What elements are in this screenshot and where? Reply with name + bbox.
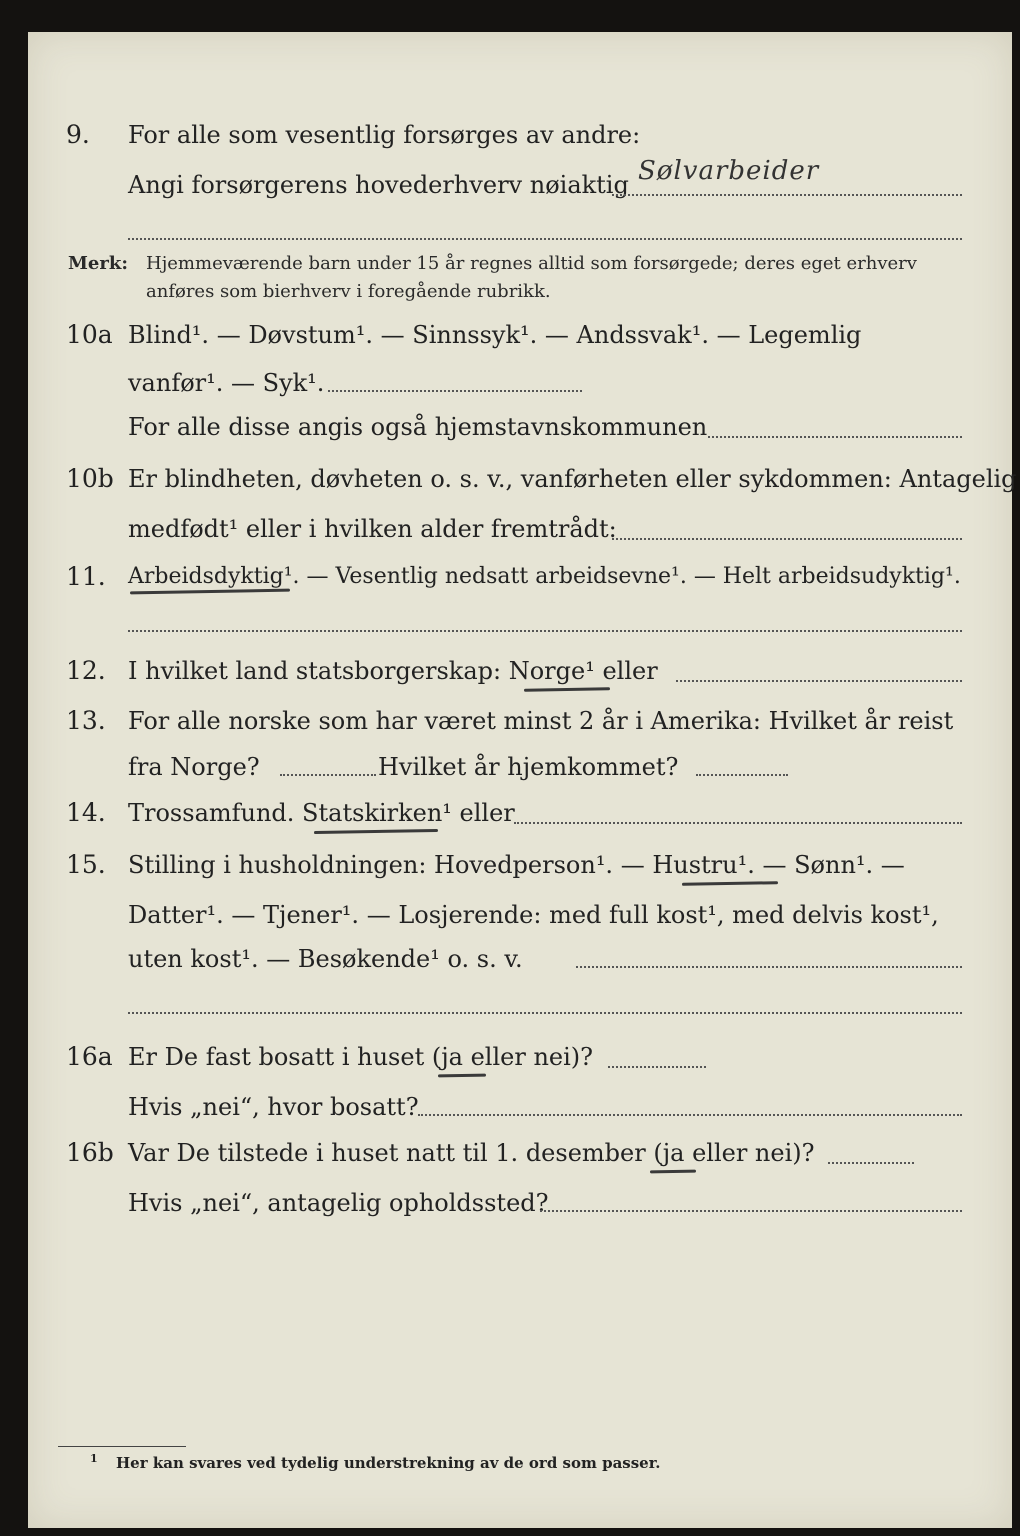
- q10b-answer-line: [612, 538, 962, 540]
- q16a-line1: Er De fast bosatt i huset (ja eller nei)?: [128, 1043, 594, 1071]
- q9-extra-line: [128, 238, 962, 240]
- footnote-mark: 1: [90, 1452, 98, 1465]
- q13-line2b: Hvilket år hjemkommet?: [378, 753, 679, 781]
- q16b-line1: Var De tilstede i huset natt til 1. desember (ja eller nei)?: [128, 1139, 815, 1167]
- q15-number: 15.: [66, 850, 106, 879]
- q13-number: 13.: [66, 706, 106, 735]
- q15-line1: Stilling i husholdningen: Hovedperson¹. — Hustru¹. — Sønn¹. —: [128, 851, 905, 879]
- census-form-page: [28, 32, 1017, 1528]
- q15-line3: uten kost¹. — Besøkende¹ o. s. v.: [128, 945, 523, 973]
- q15-line2: Datter¹. — Tjener¹. — Losjerende: med full kost¹, med delvis kost¹,: [128, 901, 939, 929]
- q10a-line1: Blind¹. — Døvstum¹. — Sinnssyk¹. — Andssvak¹. — Legemlig: [128, 321, 862, 349]
- q10a-syk-line: [328, 390, 582, 392]
- q10b-number: 10b: [66, 464, 114, 493]
- q16a-bosatt-line: [418, 1114, 962, 1116]
- q14-answer-line: [514, 822, 962, 824]
- footnote-text: Her kan svares ved tydelig understrekning av de ord som passer.: [116, 1454, 661, 1472]
- q14-underline-statskirken: [314, 829, 438, 834]
- q9-line1: For alle som vesentlig forsørges av andre:: [128, 121, 641, 149]
- q16b-answer-line: [828, 1162, 914, 1164]
- q10a-kommune-line: [708, 436, 962, 438]
- merk-label: Merk:: [68, 253, 128, 274]
- q12-line1: I hvilket land statsborgerskap: Norge¹ eller: [128, 657, 658, 685]
- merk-line1: Hjemmeværende barn under 15 år regnes alltid som forsørgede; deres eget erhverv: [146, 253, 917, 274]
- q10a-line3: For alle disse angis også hjemstavnskommunen: [128, 413, 708, 441]
- q13-hjemkommet-line: [696, 774, 788, 776]
- q16b-number: 16b: [66, 1138, 114, 1167]
- q16b-opholdssted-line: [540, 1210, 962, 1212]
- q10b-line2: medfødt¹ eller i hvilken alder fremtrådt:: [128, 515, 617, 543]
- q12-underline-norge: [524, 687, 610, 692]
- q10b-line1: Er blindheten, døvheten o. s. v., vanførheten eller sykdommen: Antagelig: [128, 465, 1017, 493]
- q16a-line2: Hvis „nei“, hvor bosatt?: [128, 1093, 419, 1121]
- q10a-number: 10a: [66, 320, 113, 349]
- q14-line1: Trossamfund. Statskirken¹ eller: [128, 799, 515, 827]
- q11-line1: Arbeidsdyktig¹. — Vesentlig nedsatt arbeidsevne¹. — Helt arbeidsudyktig¹.: [128, 564, 961, 589]
- q12-number: 12.: [66, 656, 106, 685]
- q16b-line2: Hvis „nei“, antagelig opholdssted?: [128, 1189, 549, 1217]
- q9-handwritten-answer: Sølvarbeider: [638, 156, 820, 186]
- q14-number: 14.: [66, 798, 106, 827]
- q9-answer-line: [612, 194, 962, 196]
- q13-line1: For alle norske som har været minst 2 år i Amerika: Hvilket år reist: [128, 707, 954, 735]
- q15-underline-hustru: [682, 881, 778, 886]
- q9-line2: Angi forsørgerens hovederhverv nøiaktig: [128, 171, 629, 199]
- q15-extra-line: [128, 1012, 962, 1014]
- merk-line2: anføres som bierhverv i foregående rubrikk.: [146, 281, 551, 302]
- q15-answer-line: [576, 966, 962, 968]
- q16a-number: 16a: [66, 1042, 113, 1071]
- q9-number: 9.: [66, 120, 90, 149]
- q11-number: 11.: [66, 562, 106, 591]
- q16b-underline-ja: [650, 1170, 696, 1174]
- q16a-answer-line: [608, 1066, 706, 1068]
- q11-answer-line: [128, 630, 962, 632]
- q10a-line2: vanfør¹. — Syk¹.: [128, 369, 325, 397]
- q13-reist-line: [280, 774, 376, 776]
- q13-line2a: fra Norge?: [128, 753, 260, 781]
- footnote-rule: [58, 1446, 186, 1447]
- q16a-underline-ja: [438, 1074, 486, 1078]
- q12-answer-line: [676, 680, 962, 682]
